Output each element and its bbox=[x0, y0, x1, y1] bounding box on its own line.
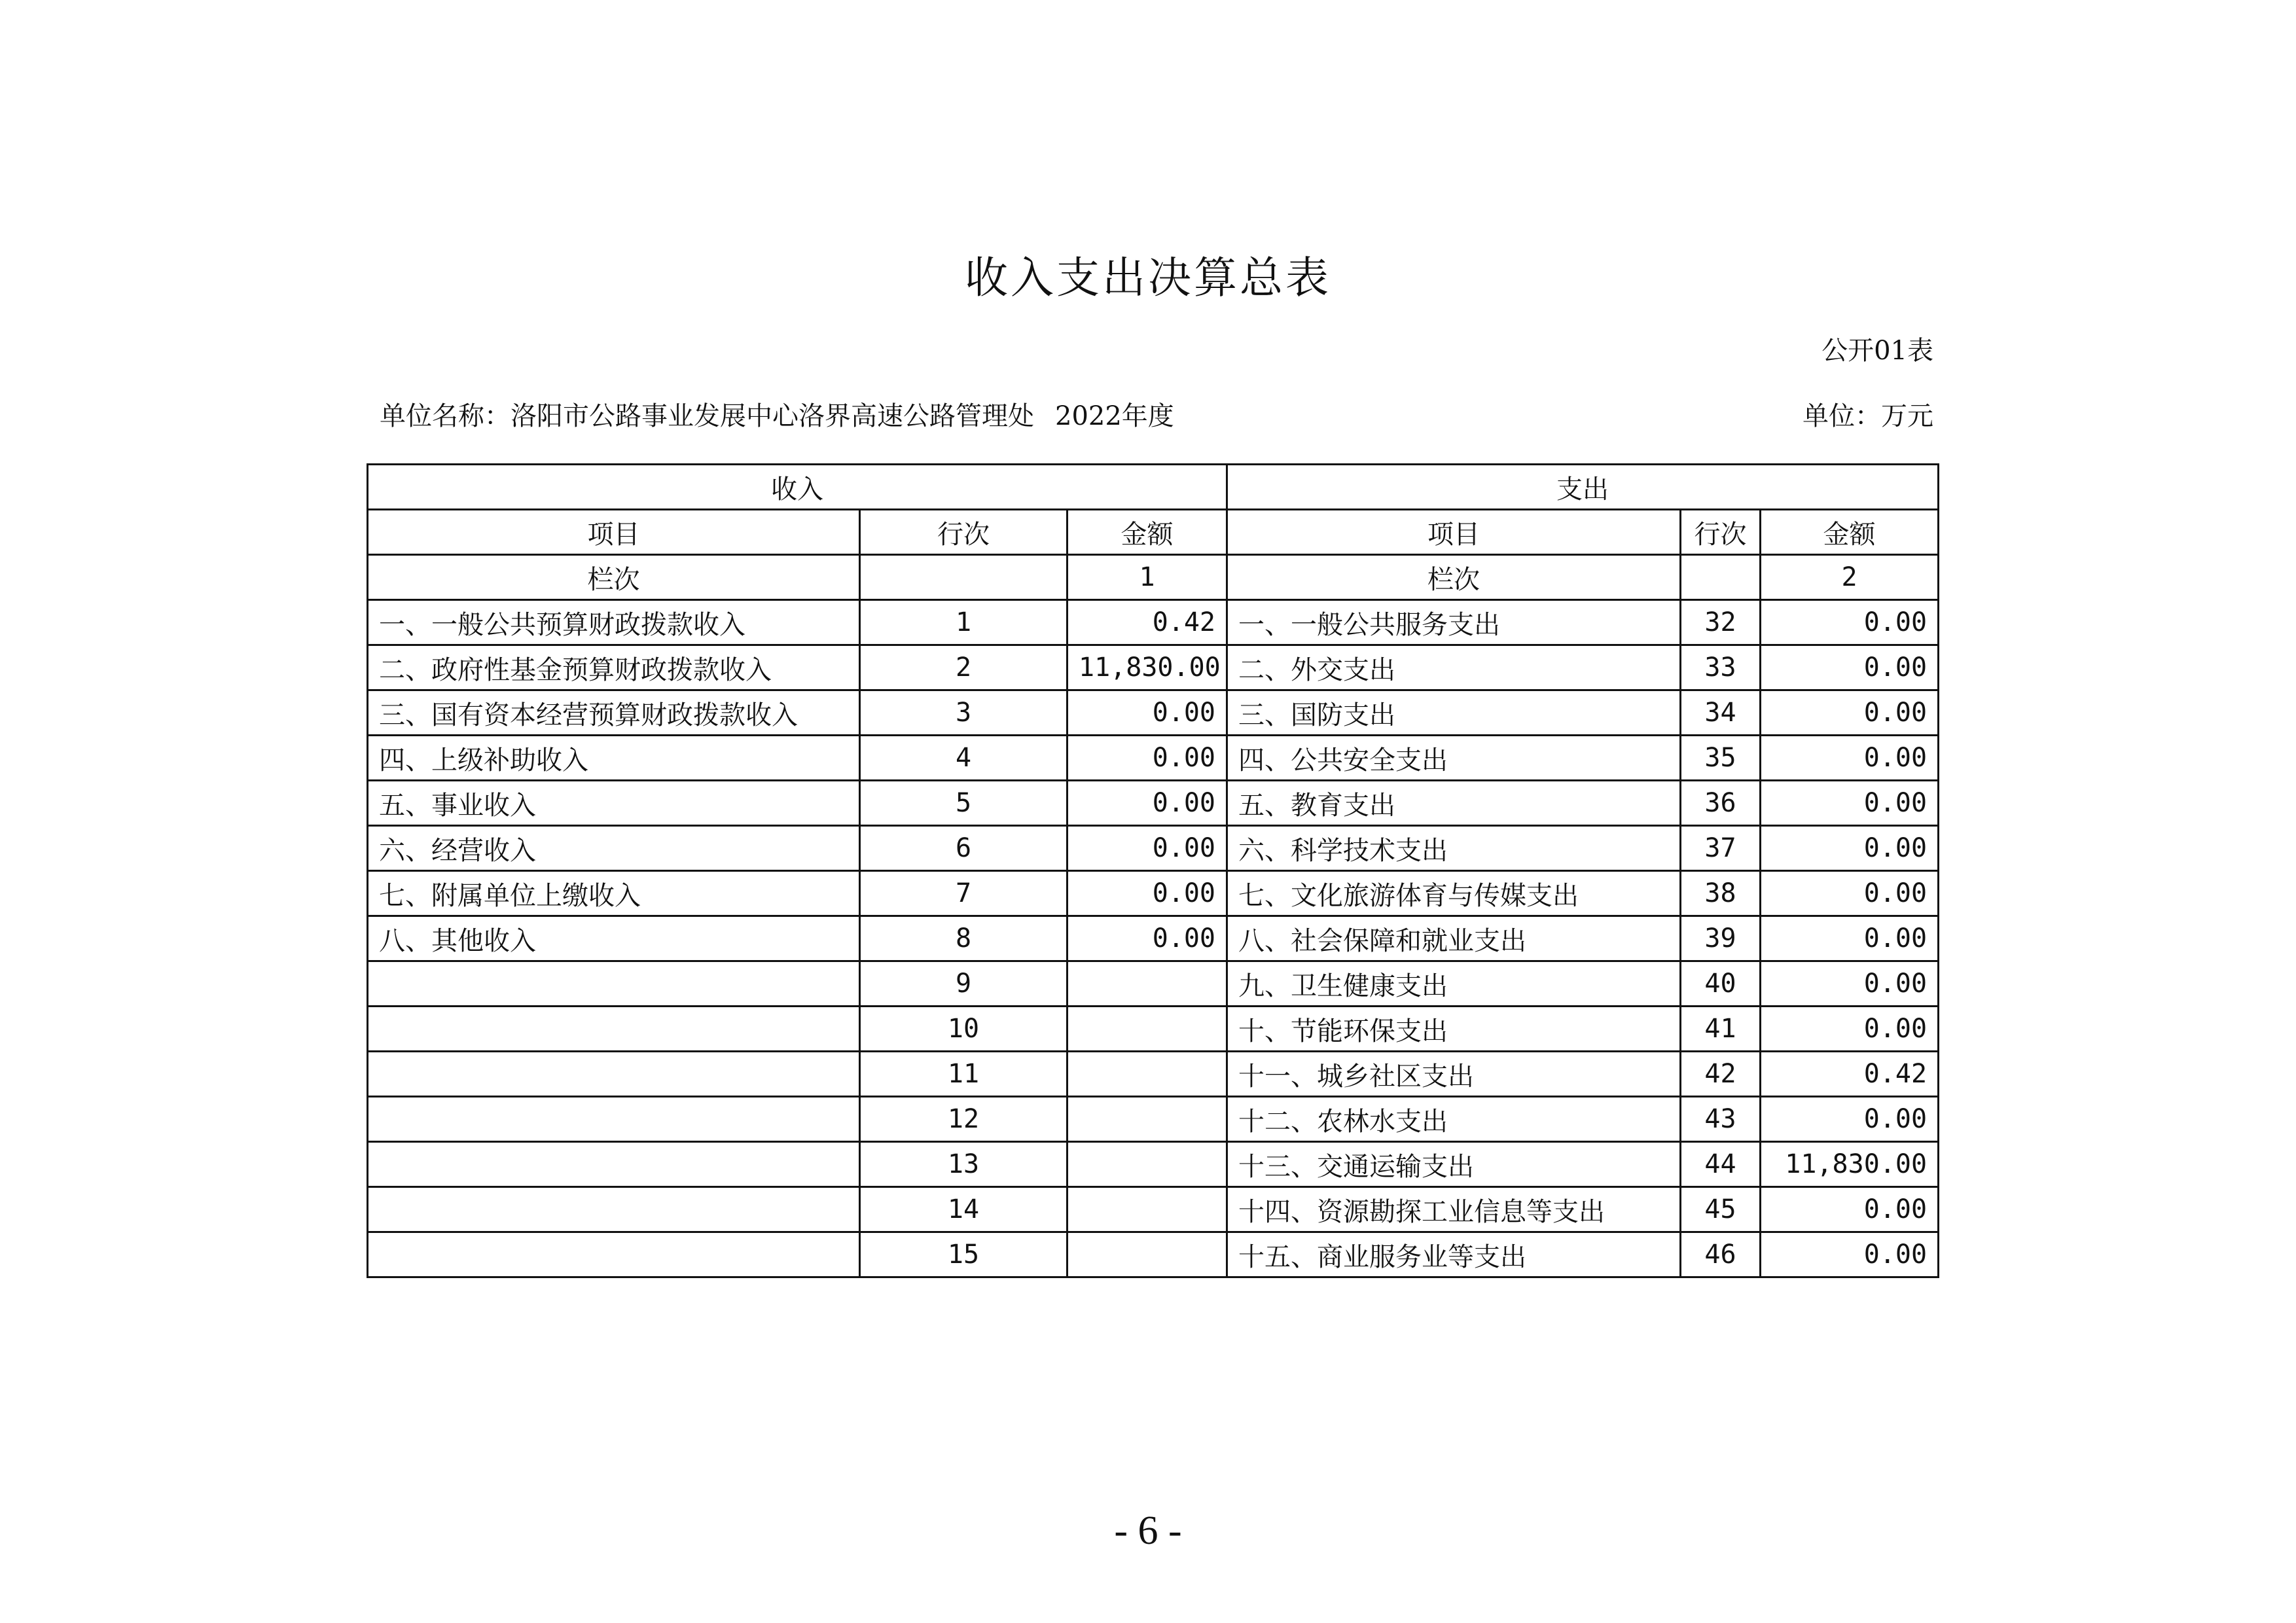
table-row bbox=[368, 600, 1939, 645]
expense-amount-cell: 0.42 bbox=[1761, 1052, 1939, 1097]
income-row-number-cell: 1 bbox=[860, 600, 1067, 645]
table-row bbox=[368, 1142, 1939, 1187]
expense-row-number-cell: 37 bbox=[1681, 826, 1761, 871]
expense-row-number-cell: 42 bbox=[1681, 1052, 1761, 1097]
income-item-cell bbox=[368, 961, 860, 1007]
expense-item-cell: 四、公共安全支出 bbox=[1227, 736, 1681, 781]
expense-row-number-cell: 36 bbox=[1681, 781, 1761, 826]
expense-amount-cell: 0.00 bbox=[1761, 1097, 1939, 1142]
income-row-number-cell: 3 bbox=[860, 690, 1067, 736]
page-title: 收入支出决算总表 bbox=[965, 253, 1331, 303]
expense-row-number-cell: 38 bbox=[1681, 871, 1761, 916]
income-amount-cell bbox=[1067, 1052, 1227, 1097]
income-order-empty bbox=[860, 555, 1067, 600]
income-amount-cell bbox=[1067, 1007, 1227, 1052]
table-row bbox=[368, 690, 1939, 736]
expense-item-cell: 六、科学技术支出 bbox=[1227, 826, 1681, 871]
table-row bbox=[368, 1097, 1939, 1142]
expense-item-cell: 三、国防支出 bbox=[1227, 690, 1681, 736]
expense-column-number: 2 bbox=[1761, 555, 1939, 600]
expense-order-empty bbox=[1681, 555, 1761, 600]
income-item-cell: 一、一般公共预算财政拨款收入 bbox=[368, 600, 860, 645]
expense-item-cell: 七、文化旅游体育与传媒支出 bbox=[1227, 871, 1681, 916]
income-item-cell bbox=[368, 1232, 860, 1277]
table-row bbox=[368, 645, 1939, 690]
table-row bbox=[368, 916, 1939, 961]
table-row bbox=[368, 736, 1939, 781]
expense-row-number-cell: 35 bbox=[1681, 736, 1761, 781]
expense-order-label: 栏次 bbox=[1227, 555, 1681, 600]
income-item-cell: 四、上级补助收入 bbox=[368, 736, 860, 781]
currency-unit: 单位：万元 bbox=[1803, 401, 1933, 431]
expense-row-number-cell: 33 bbox=[1681, 645, 1761, 690]
income-row-number-cell: 15 bbox=[860, 1232, 1067, 1277]
income-row-number-cell: 11 bbox=[860, 1052, 1067, 1097]
income-row-number-cell: 4 bbox=[860, 736, 1067, 781]
income-row-number-cell: 10 bbox=[860, 1007, 1067, 1052]
expense-amount-cell: 0.00 bbox=[1761, 645, 1939, 690]
expense-amount-cell: 0.00 bbox=[1761, 826, 1939, 871]
expense-item-cell: 九、卫生健康支出 bbox=[1227, 961, 1681, 1007]
income-section-header: 收入 bbox=[368, 465, 1227, 510]
page-number: - 6 - bbox=[1114, 1508, 1182, 1553]
expense-section-header: 支出 bbox=[1227, 465, 1939, 510]
income-row-number-cell: 7 bbox=[860, 871, 1067, 916]
table-row bbox=[368, 961, 1939, 1007]
expense-row-number-cell: 46 bbox=[1681, 1232, 1761, 1277]
expense-row-no-header: 行次 bbox=[1681, 510, 1761, 555]
expense-item-cell: 十一、城乡社区支出 bbox=[1227, 1052, 1681, 1097]
expense-row-number-cell: 34 bbox=[1681, 690, 1761, 736]
expense-item-cell: 八、社会保障和就业支出 bbox=[1227, 916, 1681, 961]
form-code: 公开01表 bbox=[1821, 336, 1933, 366]
income-amount-cell bbox=[1067, 1232, 1227, 1277]
income-expense-table bbox=[367, 463, 1939, 1278]
income-item-cell bbox=[368, 1052, 860, 1097]
income-amount-header: 金额 bbox=[1067, 510, 1227, 555]
expense-amount-cell: 0.00 bbox=[1761, 1007, 1939, 1052]
income-row-number-cell: 12 bbox=[860, 1097, 1067, 1142]
expense-amount-cell: 0.00 bbox=[1761, 1232, 1939, 1277]
income-item-cell: 七、附属单位上缴收入 bbox=[368, 871, 860, 916]
income-amount-cell: 0.00 bbox=[1067, 690, 1227, 736]
income-row-number-cell: 2 bbox=[860, 645, 1067, 690]
income-row-number-cell: 14 bbox=[860, 1187, 1067, 1232]
expense-row-number-cell: 39 bbox=[1681, 916, 1761, 961]
income-item-header: 项目 bbox=[368, 510, 860, 555]
table-row bbox=[368, 781, 1939, 826]
expense-amount-cell: 0.00 bbox=[1761, 871, 1939, 916]
expense-row-number-cell: 43 bbox=[1681, 1097, 1761, 1142]
expense-row-number-cell: 40 bbox=[1681, 961, 1761, 1007]
income-item-cell: 二、政府性基金预算财政拨款收入 bbox=[368, 645, 860, 690]
table-row bbox=[368, 1052, 1939, 1097]
expense-item-cell: 二、外交支出 bbox=[1227, 645, 1681, 690]
income-row-number-cell: 5 bbox=[860, 781, 1067, 826]
table-row bbox=[368, 826, 1939, 871]
table-row bbox=[368, 871, 1939, 916]
column-order-row bbox=[368, 555, 1939, 600]
income-row-number-cell: 13 bbox=[860, 1142, 1067, 1187]
table-row bbox=[368, 1007, 1939, 1052]
income-item-cell: 五、事业收入 bbox=[368, 781, 860, 826]
income-item-cell bbox=[368, 1187, 860, 1232]
income-row-number-cell: 9 bbox=[860, 961, 1067, 1007]
income-amount-cell bbox=[1067, 1142, 1227, 1187]
income-row-no-header: 行次 bbox=[860, 510, 1067, 555]
income-item-cell: 三、国有资本经营预算财政拨款收入 bbox=[368, 690, 860, 736]
income-column-number: 1 bbox=[1067, 555, 1227, 600]
income-order-label: 栏次 bbox=[368, 555, 860, 600]
expense-item-header: 项目 bbox=[1227, 510, 1681, 555]
column-header-row bbox=[368, 510, 1939, 555]
table-row bbox=[368, 1187, 1939, 1232]
expense-item-cell: 十五、商业服务业等支出 bbox=[1227, 1232, 1681, 1277]
expense-row-number-cell: 32 bbox=[1681, 600, 1761, 645]
expense-row-number-cell: 45 bbox=[1681, 1187, 1761, 1232]
unit-name-line bbox=[380, 403, 1174, 429]
expense-item-cell: 十、节能环保支出 bbox=[1227, 1007, 1681, 1052]
income-amount-cell: 0.00 bbox=[1067, 871, 1227, 916]
expense-amount-cell: 0.00 bbox=[1761, 1187, 1939, 1232]
expense-row-number-cell: 44 bbox=[1681, 1142, 1761, 1187]
section-header-row bbox=[368, 465, 1939, 510]
income-item-cell bbox=[368, 1142, 860, 1187]
expense-amount-cell: 0.00 bbox=[1761, 690, 1939, 736]
expense-item-cell: 一、一般公共服务支出 bbox=[1227, 600, 1681, 645]
income-item-cell bbox=[368, 1007, 860, 1052]
income-amount-cell: 0.00 bbox=[1067, 736, 1227, 781]
income-amount-cell bbox=[1067, 961, 1227, 1007]
expense-amount-cell: 0.00 bbox=[1761, 916, 1939, 961]
income-row-number-cell: 6 bbox=[860, 826, 1067, 871]
income-amount-cell bbox=[1067, 1187, 1227, 1232]
income-amount-cell: 0.42 bbox=[1067, 600, 1227, 645]
income-amount-cell: 0.00 bbox=[1067, 781, 1227, 826]
income-amount-cell: 11,830.00 bbox=[1067, 645, 1227, 690]
income-item-cell bbox=[368, 1097, 860, 1142]
income-amount-cell: 0.00 bbox=[1067, 826, 1227, 871]
expense-amount-cell: 0.00 bbox=[1761, 781, 1939, 826]
expense-amount-cell: 0.00 bbox=[1761, 961, 1939, 1007]
expense-amount-header: 金额 bbox=[1761, 510, 1939, 555]
income-item-cell: 六、经营收入 bbox=[368, 826, 860, 871]
income-amount-cell: 0.00 bbox=[1067, 916, 1227, 961]
income-amount-cell bbox=[1067, 1097, 1227, 1142]
fiscal-year: 2022年度 bbox=[1055, 401, 1174, 431]
expense-amount-cell: 0.00 bbox=[1761, 736, 1939, 781]
income-row-number-cell: 8 bbox=[860, 916, 1067, 961]
table-row bbox=[368, 1232, 1939, 1277]
income-item-cell: 八、其他收入 bbox=[368, 916, 860, 961]
expense-item-cell: 十三、交通运输支出 bbox=[1227, 1142, 1681, 1187]
expense-row-number-cell: 41 bbox=[1681, 1007, 1761, 1052]
unit-name: 单位名称：洛阳市公路事业发展中心洛界高速公路管理处 bbox=[380, 401, 1034, 431]
expense-item-cell: 十四、资源勘探工业信息等支出 bbox=[1227, 1187, 1681, 1232]
expense-amount-cell: 11,830.00 bbox=[1761, 1142, 1939, 1187]
expense-item-cell: 五、教育支出 bbox=[1227, 781, 1681, 826]
expense-item-cell: 十二、农林水支出 bbox=[1227, 1097, 1681, 1142]
expense-amount-cell: 0.00 bbox=[1761, 600, 1939, 645]
